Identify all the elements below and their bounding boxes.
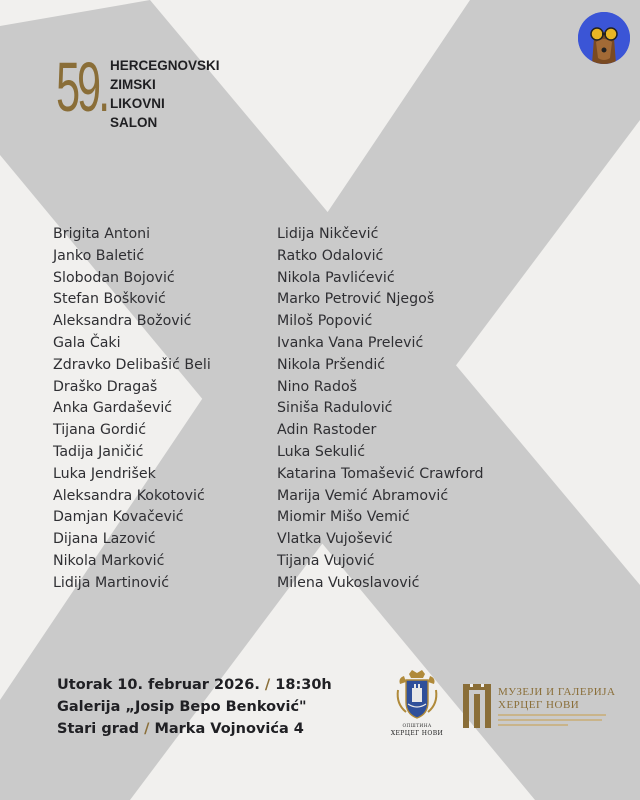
artist-name: Marija Vemić Abramović [277,487,449,504]
artist-name: Luka Sekulić [277,443,366,460]
museum-name-line-1: МУЗЕЈИ И ГАЛЕРИЈА [498,686,616,698]
artist-name: Tijana Vujović [277,552,375,569]
title-line-3: LIKOVNI [110,96,165,111]
artist-name: Marko Petrović Njegoš [277,291,435,308]
artist-name: Nino Radoš [277,378,358,395]
separator: / [259,677,276,693]
event-venue: Galerija „Josip Bepo Benković" [57,699,307,715]
artist-name: Siniša Radulović [277,400,393,417]
salon-name [110,56,220,132]
artist-name: Damjan Kovačević [53,509,184,526]
artist-name: Miomir Mišo Vemić [277,509,410,526]
event-date-line [57,674,332,696]
artist-name: Katarina Tomašević Crawford [277,465,484,482]
artist-name: Aleksandra Kokotović [53,487,205,504]
title-line-4: SALON [110,115,158,130]
artist-name: Tadija Janičić [53,443,144,460]
artist-name: Ratko Odalović [277,247,384,264]
artist-name: Brigita Antoni [53,226,151,242]
artist-name: Anka Gardašević [53,400,173,417]
artist-name: Tijana Gordić [53,422,147,439]
artist-list-left [53,224,211,595]
artist-name: Nikola Pavlićević [277,269,395,286]
museum-logo [462,684,622,734]
artist-name: Aleksandra Božović [53,313,192,330]
event-area: Stari grad [57,721,140,737]
artist-name: Nikola Marković [53,552,165,569]
museum-name-line-2: ХЕРЦЕГ НОВИ [498,699,580,711]
artist-name: Zdravko Delibašić Beli [53,356,211,373]
artist-name: Vlatka Vujošević [277,531,393,548]
artist-name: Draško Dragaš [53,378,158,395]
artist-list-right [277,224,484,595]
artist-name: Lidija Martinović [53,574,170,591]
event-time: 18:30h [275,677,332,693]
event-details [57,674,332,740]
artist-name: Adin Rastoder [277,422,377,439]
municipality-name: ХЕРЦЕГ НОВИ [390,730,444,737]
dog-with-sunglasses-icon [578,12,630,64]
profile-avatar[interactable] [578,12,630,64]
title-line-1: HERCEGNOVSKI [110,58,220,73]
museum-logo-icon [462,684,492,728]
artist-name: Ivanka Vana Prelević [277,334,424,351]
artist-name: Milena Vukoslavović [277,574,420,591]
separator: / [139,721,155,737]
edition-number: 59. [56,48,108,126]
artist-name: Stefan Bošković [53,291,166,308]
artist-name: Slobodan Bojović [53,269,175,286]
municipality-label: ОПШТИНА [402,724,432,729]
artist-name: Gala Čaki [53,334,121,351]
event-address-line [57,718,332,740]
event-address: Marka Vojnovića 4 [154,721,304,737]
museum-fine-print [498,713,610,727]
artist-name: Nikola Pršendić [277,356,386,373]
title-line-2: ZIMSKI [110,77,156,92]
artist-name: Janko Baletić [53,247,145,264]
municipality-crest-icon [394,670,440,724]
artist-name: Lidija Nikčević [277,226,379,242]
event-date: Utorak 10. februar 2026. [57,677,260,693]
artist-name: Luka Jendrišek [53,465,156,482]
artist-name: Miloš Popović [277,313,373,330]
municipality-logo [384,670,450,738]
artist-name: Dijana Lazović [53,531,156,548]
